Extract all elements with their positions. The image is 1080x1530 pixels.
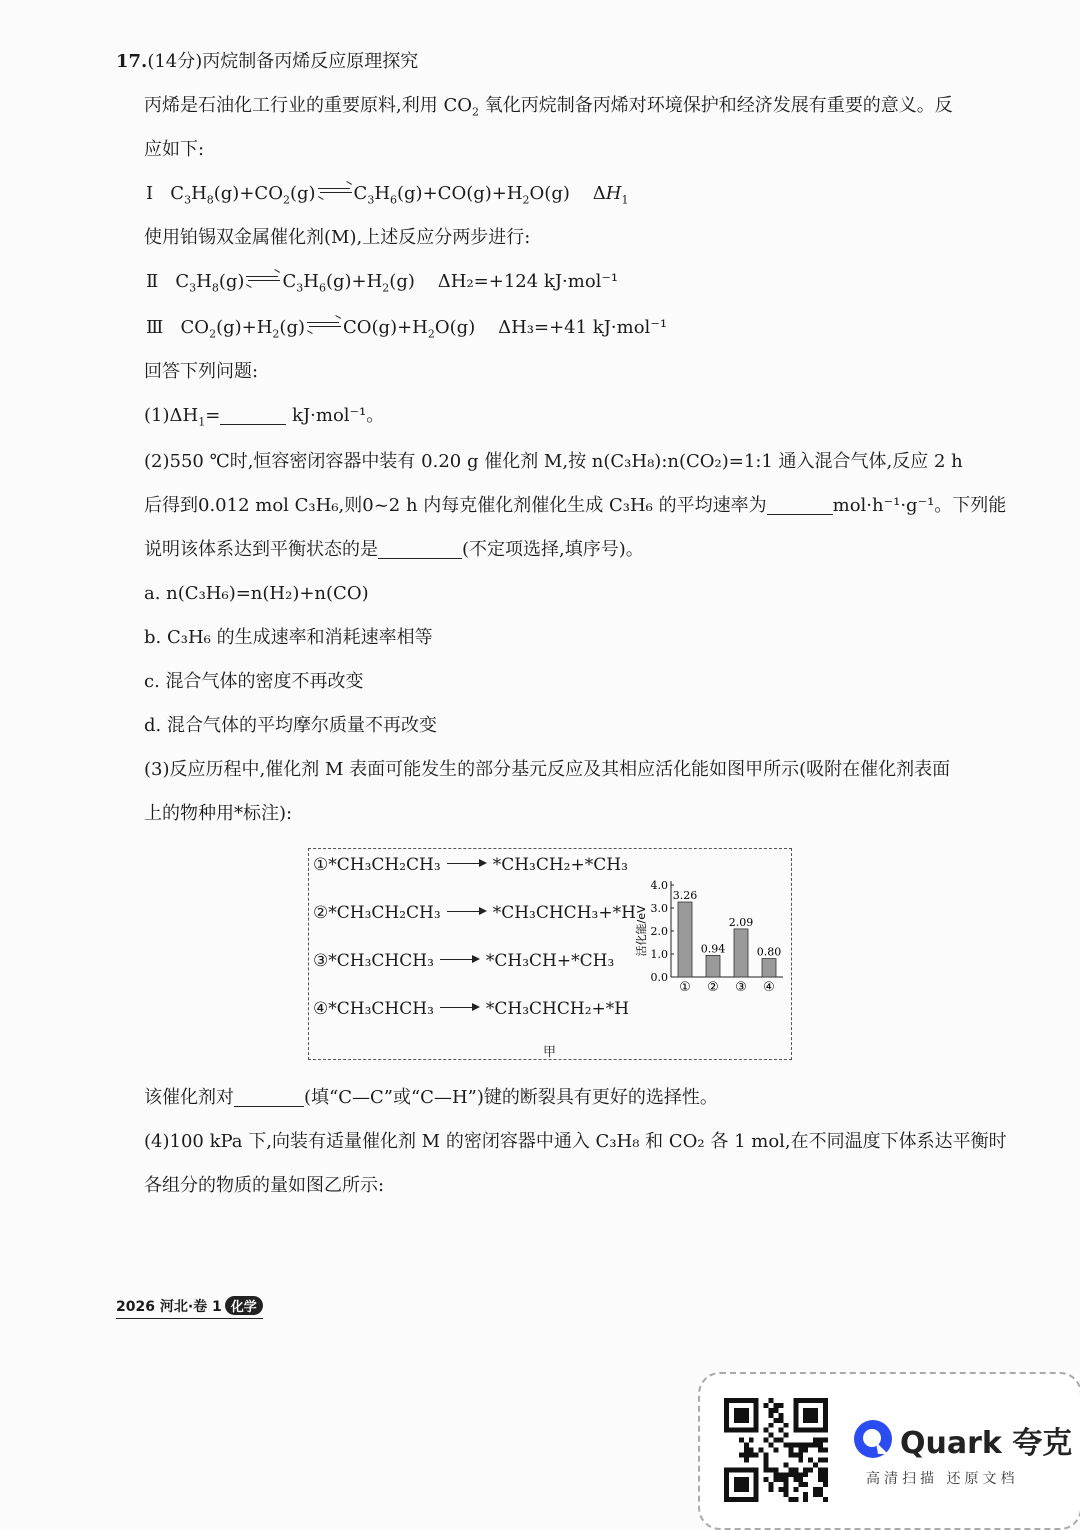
step-number: ③ — [313, 951, 329, 971]
q2-text-b: mol·h⁻¹·g⁻¹。下列能 — [832, 495, 1007, 516]
q1-unit: kJ·mol⁻¹。 — [292, 405, 385, 426]
answer-blank-2[interactable] — [767, 496, 833, 515]
intro-line-1: 丙烯是石油化工行业的重要原料,利用 $CO_2$ 氧化丙烷制备丙烯对环境保护和经济发展有重要的意义。反 — [144, 95, 953, 119]
q1-prefix: (1)ΔH — [144, 405, 199, 426]
quark-slogan: 高清扫描 还原文档 — [866, 1471, 1019, 1487]
catalyst-text: 使用铂锡双金属催化剂(M),上述反应分两步进行: — [144, 227, 531, 248]
reaction-2-label: Ⅱ — [146, 271, 159, 292]
x-tick-label: ③ — [735, 980, 747, 995]
x-tick-label: ④ — [763, 980, 775, 995]
bar — [706, 955, 720, 977]
activation-energy-chart — [631, 875, 791, 1005]
quark-logo-icon — [852, 1418, 894, 1460]
reaction-1: Ⅰ $C_3H_8(g)+CO_2(g)$ $C_3H_6(g)+CO(g)+H_2O(g)$ $\Delta H_1$ — [146, 183, 629, 207]
q3-after-text-a: 该催化剂对 — [144, 1087, 234, 1108]
q4-line-1: (4)100 kPa 下,向装有适量催化剂 M 的密闭容器中通入 C₃H₈ 和 CO₂ 各 1 mol,在不同温度下体系达平衡时 — [144, 1131, 1007, 1152]
option-a: a. n(C₃H₆)=n(H₂)+n(CO) — [144, 583, 369, 604]
bar — [678, 902, 692, 977]
bar — [734, 929, 748, 977]
x-tick-label: ② — [707, 980, 719, 995]
step-product: *CH₃CH₂+*CH₃ — [492, 855, 628, 875]
q2-line-1: (2)550 ℃时,恒容密闭容器中装有 0.20 g 催化剂 M,按 n(C₃H₈):n(CO₂)=1:1 通入混合气体,反应 2 h — [144, 451, 963, 472]
answer-blank-3[interactable] — [378, 540, 462, 559]
question-title: (14分)丙烷制备丙烯反应原理探究 — [147, 51, 419, 72]
elementary-step-1 — [313, 853, 628, 877]
q4-line-2: 各组分的物质的量如图乙所示: — [144, 1175, 385, 1196]
q3-after-text-b: (填“C—C”或“C—H”)键的断裂具有更好的选择性。 — [304, 1087, 718, 1108]
arrow-icon — [440, 954, 480, 964]
step-reactant: *CH₃CHCH₃ — [328, 951, 434, 971]
reaction-3-label: Ⅲ — [146, 317, 164, 338]
bar-data-label: 0.80 — [756, 945, 782, 959]
y-tick-label: 2.0 — [650, 925, 668, 938]
y-tick-label: 4.0 — [650, 879, 668, 892]
y-axis-label: 活化能/eV — [635, 905, 648, 957]
answer-prompt: 回答下列问题: — [144, 361, 259, 382]
option-b: b. C₃H₆ 的生成速率和消耗速率相等 — [144, 627, 433, 648]
equilibrium-arrow-icon — [318, 185, 352, 197]
reaction-1-label: Ⅰ — [146, 183, 154, 204]
q2-text-a: 后得到0.012 mol C₃H₆,则0~2 h 内每克催化剂催化生成 C₃H₆ 的平均速率为 — [144, 495, 767, 516]
step-reactant: *CH₃CH₂CH₃ — [328, 903, 441, 923]
reaction-2-enthalpy: ΔH₂=+124 kJ·mol⁻¹ — [437, 271, 619, 292]
elementary-step-2 — [313, 901, 636, 925]
q3-after-line — [144, 1086, 718, 1110]
y-tick-label: 3.0 — [650, 902, 668, 915]
step-product: *CH₃CHCH₃+*H — [492, 903, 636, 923]
arrow-icon — [447, 858, 487, 868]
intro-text-a: 丙烯是石油化工行业的重要原料,利用 CO — [144, 95, 472, 116]
bar-data-label: 3.26 — [672, 889, 698, 903]
elementary-step-4 — [313, 997, 629, 1021]
q3-line-1: (3)反应历程中,催化剂 M 表面可能发生的部分基元反应及其相应活化能如图甲所示(吸附在催化剂表面 — [144, 759, 951, 780]
step-number: ① — [313, 855, 329, 875]
equilibrium-arrow-icon — [246, 273, 280, 285]
figure-jia — [308, 848, 792, 1060]
answer-blank-1[interactable] — [220, 406, 286, 425]
step-reactant: *CH₃CHCH₃ — [328, 999, 434, 1019]
step-product: *CH₃CH+*CH₃ — [485, 951, 615, 971]
question-header — [116, 50, 418, 74]
reaction-2: Ⅱ $C_3H_8(g)$ $C_3H_6(g)+H_2(g)$ ΔH₂=+124 kJ·mol⁻¹ — [146, 271, 619, 295]
quark-watermark — [698, 1372, 1080, 1530]
answer-blank-4[interactable] — [234, 1088, 304, 1107]
option-c: c. 混合气体的密度不再改变 — [144, 671, 364, 692]
q2-line-2 — [144, 494, 1006, 518]
page-footer — [116, 1296, 263, 1319]
elementary-step-3 — [313, 949, 614, 973]
x-tick-label: ① — [679, 980, 691, 995]
footer-subject-badge: 化学 — [225, 1296, 263, 1315]
arrow-icon — [447, 906, 487, 916]
q2-text-d: (不定项选择,填序号)。 — [462, 539, 644, 560]
step-product: *CH₃CHCH₂+*H — [485, 999, 630, 1019]
bar-data-label: 2.09 — [728, 915, 754, 929]
y-tick-label: 0.0 — [650, 971, 668, 984]
q2-line-3 — [144, 538, 644, 562]
quark-brand: Quark 夸克 — [900, 1426, 1073, 1461]
qr-code-icon — [724, 1398, 828, 1502]
step-number: ② — [313, 903, 329, 923]
step-reactant: *CH₃CH₂CH₃ — [328, 855, 441, 875]
q2-text-c: 说明该体系达到平衡状态的是 — [144, 539, 378, 560]
equilibrium-arrow-icon — [307, 319, 341, 331]
figure-caption: 甲 — [543, 1045, 557, 1060]
sub-question-1: $(1)\Delta H_1= kJ\cdot mol^{-1}$。 — [144, 405, 385, 429]
intro-text-b: 氧化丙烷制备丙烯对环境保护和经济发展有重要的意义。反 — [478, 95, 953, 116]
intro-line-2: 应如下: — [144, 139, 205, 160]
step-number: ④ — [313, 999, 329, 1019]
reaction-3: Ⅲ $CO_2(g)+H_2(g)$ $CO(g)+H_2O(g)$ ΔH₃=+41 kJ·mol⁻¹ — [146, 317, 668, 341]
bar — [762, 959, 776, 977]
q3-line-2: 上的物种用*标注): — [144, 803, 293, 824]
bar-data-label: 0.94 — [700, 942, 726, 956]
reaction-3-enthalpy: ΔH₃=+41 kJ·mol⁻¹ — [498, 317, 668, 338]
arrow-icon — [440, 1002, 480, 1012]
question-number: 17. — [116, 51, 148, 72]
footer-label: 2026 河北·卷 1 — [116, 1299, 222, 1315]
y-tick-label: 1.0 — [650, 948, 668, 961]
option-d: d. 混合气体的平均摩尔质量不再改变 — [144, 715, 437, 736]
